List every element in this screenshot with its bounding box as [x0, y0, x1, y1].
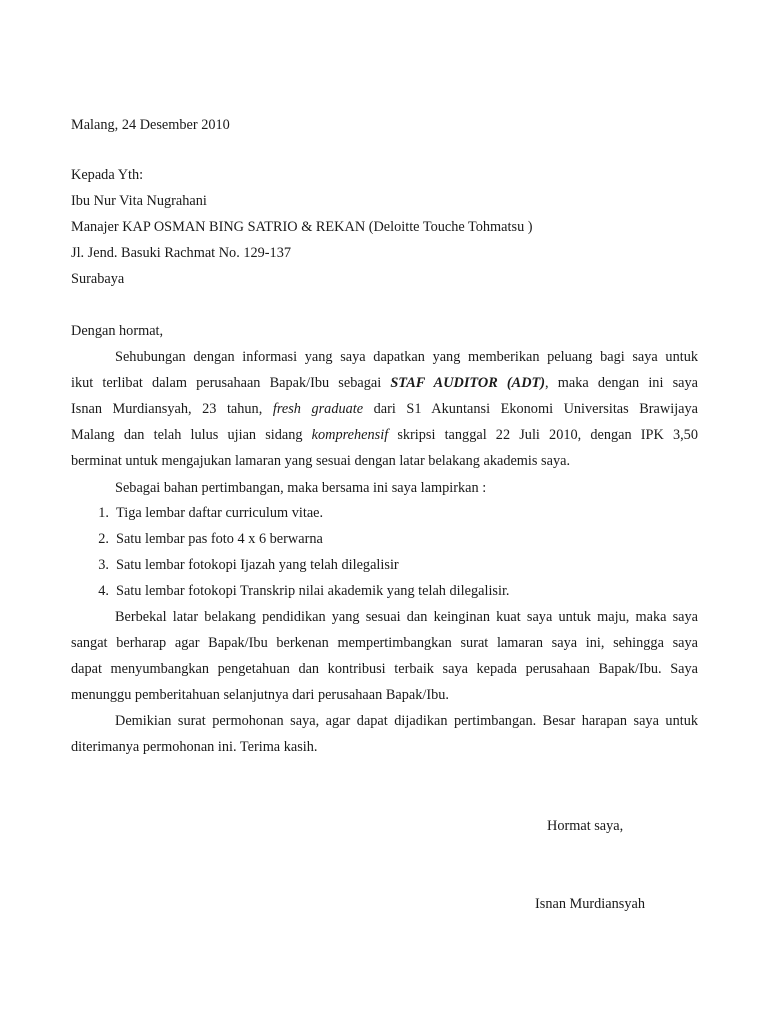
paragraph-1-line-4 — [71, 422, 698, 448]
paragraph-3-line-1: Berbekal latar belakang pendidikan yang sesuai dan keinginan kuat saya untuk maju, maka saya — [115, 609, 698, 625]
list-item — [71, 552, 698, 578]
paragraph-1-line-3-tail: dari S1 Akuntansi Ekonomi Universitas Brawijaya — [363, 401, 699, 417]
greeting: Dengan hormat, — [71, 323, 164, 339]
list-item-number: 3. — [98, 557, 109, 573]
recipient-name: Ibu Nur Vita Nugrahani — [71, 193, 207, 209]
paragraph-1-line-5: berminat untuk mengajukan lamaran yang sesuai dengan latar belakang akademis saya. — [71, 453, 571, 469]
paragraph-1 — [71, 344, 698, 474]
paragraph-1-line-4-text: Malang dan telah lulus ujian sidang — [71, 427, 312, 443]
recipient-position: Manajer KAP OSMAN BING SATRIO & REKAN (Deloitte Touche Tohmatsu ) — [71, 219, 533, 235]
paragraph-1-line-3 — [71, 396, 698, 422]
paragraph-3-line-2: sangat berharap agar Bapak/Ibu berkenan mempertimbangkan surat lamaran saya ini, sehingga saya — [71, 635, 698, 651]
recipient-to: Kepada Yth: — [71, 167, 144, 183]
paragraph-1-line-3-text: Isnan Murdiansyah, 23 tahun, — [71, 401, 273, 417]
komprehensif-term: komprehensif — [311, 427, 389, 443]
fresh-graduate-term: fresh graduate — [272, 401, 364, 417]
paragraph-1-line-1: Sehubungan dengan informasi yang saya dapatkan yang memberikan peluang bagi saya untuk — [115, 349, 698, 365]
list-item-number: 4. — [98, 583, 109, 599]
list-item-text: Satu lembar fotokopi Ijazah yang telah dilegalisir — [116, 557, 399, 573]
signer-name: Isnan Murdiansyah — [535, 896, 645, 912]
recipient-city: Surabaya — [71, 271, 125, 287]
closing: Hormat saya, — [547, 818, 624, 834]
paragraph-4 — [71, 708, 698, 760]
paragraph-1-line-2-tail: , maka dengan ini saya — [545, 375, 698, 391]
list-item — [71, 526, 698, 552]
paragraph-1-line-2 — [71, 370, 698, 396]
list-item — [71, 500, 698, 526]
recipient-address: Jl. Jend. Basuki Rachmat No. 129-137 — [71, 245, 291, 261]
paragraph-3-line-3: dapat menyumbangkan pengetahuan dan kontribusi terbaik saya kepada perusahaan Bapak/Ibu. Saya — [71, 661, 698, 677]
position-title: STAF AUDITOR (ADT) — [390, 375, 546, 391]
paragraph-4-line-2: diterimanya permohonan ini. Terima kasih. — [71, 739, 318, 755]
date-line: Malang, 24 Desember 2010 — [71, 117, 230, 133]
list-item-number: 1. — [98, 505, 109, 521]
list-item-text: Satu lembar fotokopi Transkrip nilai akademik yang telah dilegalisir. — [116, 583, 510, 599]
paragraph-3-line-4: menunggu pemberitahuan selanjutnya dari perusahaan Bapak/Ibu. — [71, 687, 449, 703]
paragraph-4-line-1: Demikian surat permohonan saya, agar dapat dijadikan pertimbangan. Besar harapan saya untuk — [115, 713, 698, 729]
paragraph-1-line-2-text: ikut terlibat dalam perusahaan Bapak/Ibu sebagai — [71, 375, 391, 391]
list-item-number: 2. — [98, 531, 109, 547]
list-item-text: Satu lembar pas foto 4 x 6 berwarna — [116, 531, 323, 547]
list-item-text: Tiga lembar daftar curriculum vitae. — [116, 505, 324, 521]
list-item — [71, 578, 698, 604]
paragraph-3 — [71, 604, 698, 708]
attachment-list — [71, 500, 698, 604]
paragraph-1-line-4-tail: skripsi tanggal 22 Juli 2010, dengan IPK 3,50 — [388, 427, 698, 443]
paragraph-2: Sebagai bahan pertimbangan, maka bersama ini saya lampirkan : — [115, 480, 487, 496]
